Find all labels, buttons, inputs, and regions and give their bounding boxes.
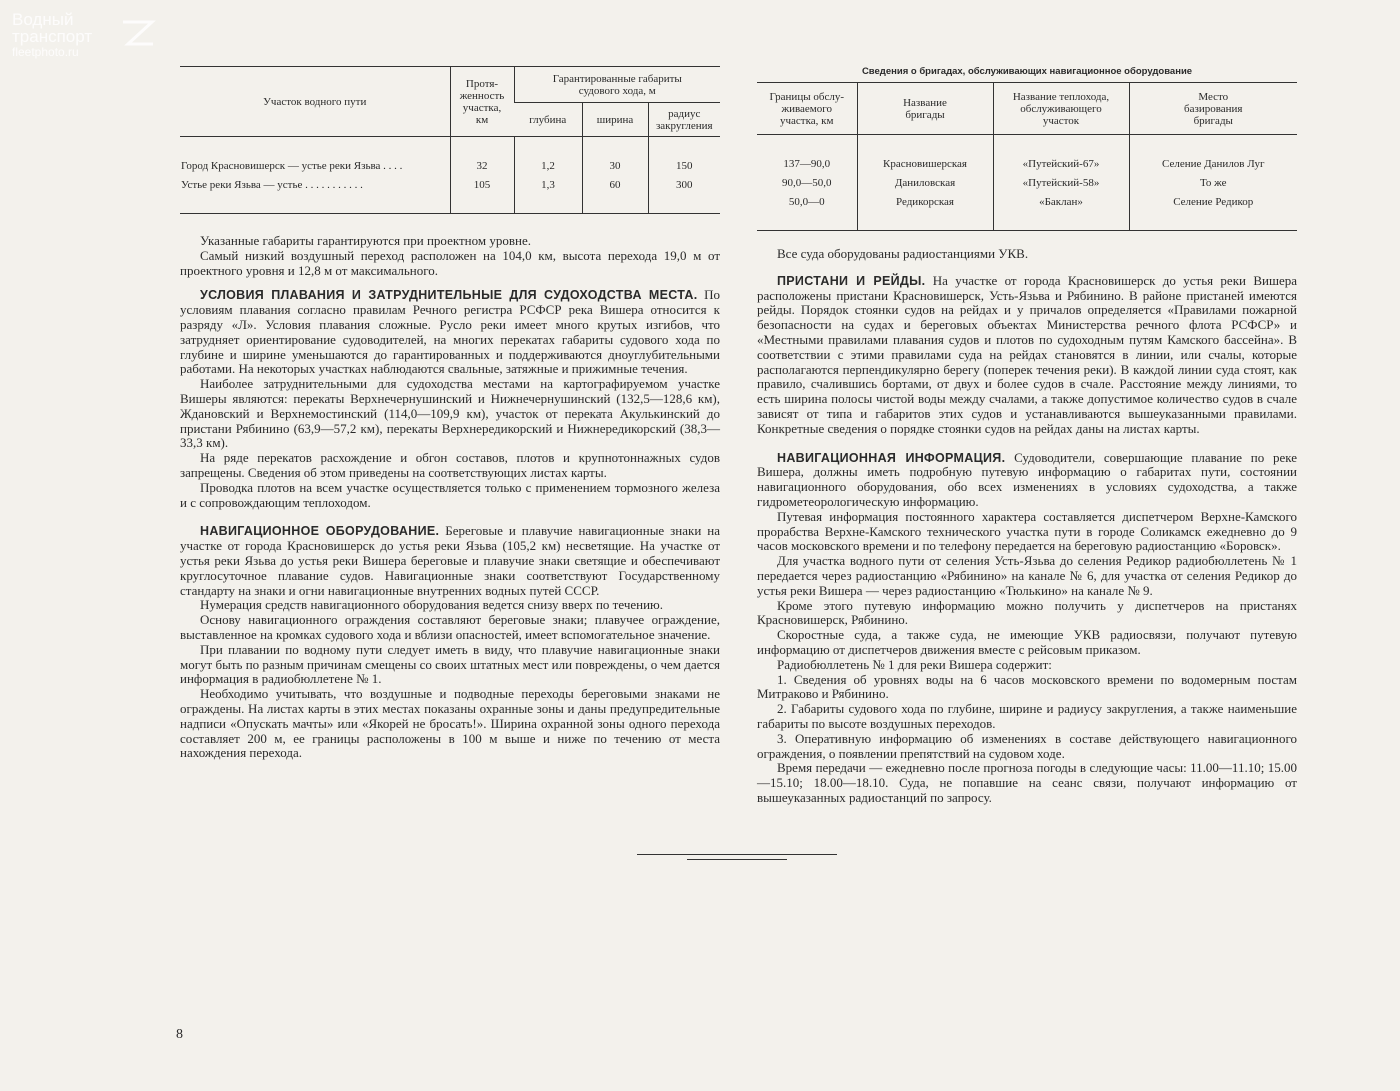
paragraph: Судоводители, совершающие плавание по реке Вишера, должны иметь подробную путевую информацию о габаритах пути, состоянии навигационного оборудования, обо всех изменениях в условиях судоходства, а также гидрометеорологическую информацию. (757, 449, 1297, 509)
watermark-line3: fleetphoto.ru (12, 45, 79, 59)
end-rule-short (687, 859, 787, 860)
cell-bounds: 137—90,0 (783, 157, 831, 170)
cell-width: 60 (582, 175, 648, 194)
th-ship: Название теплохода, обслуживающего участок (993, 83, 1129, 135)
paragraph: Наиболее затруднительными для судоходства местами на картографируемом участке Вишеры являются: перекаты Верхнечернушинский и Нижнечернушинский (132,5—128,6 км), Ждановский и Верхнемостинский (114,0—109,9 км), участок от переката Акулькинский до пристани Рябинино (63,9—57,2 км), перекаты Верхнередикорский и Нижнередикорский (38,3—33,3 км). (180, 376, 720, 451)
cell-brigade: Редикорская (857, 192, 993, 211)
paragraph: Береговые и плавучие навигационные знаки на участке от города Красновишерск до устья реки Язьва (105,2 км) несветящие. На участке от устья реки Язьва до устья реки Вишера береговые и плавучие знаки светящие и обеспечивают круглосуточное плавание судов. Навигационные знаки соответствуют Государственному стандарту на знаки и огни навигационные внутренних водных путей СССР. (180, 523, 721, 598)
cell-ship: «Путейский-58» (993, 173, 1129, 192)
page-number: 8 (176, 1027, 183, 1042)
cell-brigade: Даниловская (857, 173, 993, 192)
cell-base: То же (1129, 173, 1297, 192)
table-row (757, 211, 1297, 231)
cell-ship: «Путейский-67» (993, 154, 1129, 173)
watermark-logo (12, 8, 162, 58)
section-piers (757, 274, 1297, 437)
paragraph: На ряде перекатов расхождение и обгон составов, плотов и крупнотоннажных судов запрещены. Сведения об этом приведены на соответствующих листах карты. (180, 450, 720, 480)
th-radius: радиус закругления (648, 103, 720, 137)
table-row (757, 135, 1297, 155)
watermark-line1: Водный (12, 10, 74, 29)
th-depth: глубина (514, 103, 582, 137)
paragraph: 3. Оперативную информацию об изменениях в составе действующего навигационного ограждения, о появлении препятствий на судовом ходе. (757, 730, 1297, 761)
th-gabarits: Гарантированные габариты судового хода, м (514, 67, 720, 103)
paragraph: По условиям плавания согласно правилам Речного регистра РСФСР река Вишера относится к разряду «Л». Условия плавания сложные. Русло реки имеет много крутых изгибов, что затрудняет ориентирование судоводителей, на многих перекатах габариты судового хода по глубине и ширине уменьшаются до гарантированных и поддерживаются дноуглубительными работами. На некоторых участках наблюдаются свальные, затяжные и прижимные течения. (180, 287, 721, 377)
paragraph: Путевая информация постоянного характера составляется диспетчером Верхне-Камского прорабства Верхне-Камского технического участка пути в городе Соликамск ежедневно до 9 часов московского времени и по телефону передается на береговую радиостанцию «Боровск». (757, 508, 1297, 554)
paragraph: 1. Сведения об уровнях воды на 6 часов московского времени по водомерным постам Митраково и Рябинино. (757, 671, 1297, 702)
left-text (180, 234, 720, 761)
cell-bounds: 90,0—50,0 (782, 176, 832, 189)
section-conditions (180, 288, 720, 377)
cell-depth: 1,3 (514, 175, 582, 194)
paragraph: Нумерация средств навигационного оборудования ведется снизу вверх по течению. (200, 597, 663, 613)
section-title: УСЛОВИЯ ПЛАВАНИЯ И ЗАТРУДНИТЕЛЬНЫЕ ДЛЯ СУДОХОДСТВА МЕСТА. (200, 288, 698, 303)
th-bounds: Границы обслу-живаемого участка, км (769, 90, 844, 127)
section-title: НАВИГАЦИОННАЯ ИНФОРМАЦИЯ. (777, 450, 1006, 465)
paragraph: При плавании по водному пути следует иметь в виду, что плавучие навигационные знаки могут быть по разным причинам смещены со своих штатных мест или повреждены, о чем дается информация в радиобюллетене № 1. (180, 641, 720, 687)
paragraph: Радиобюллетень № 1 для реки Вишера содержит: (777, 656, 1052, 672)
paragraph: Указанные габариты гарантируются при проектном уровне. (200, 233, 531, 248)
table-row (180, 175, 720, 194)
paragraph: Скоростные суда, а также суда, не имеющие УКВ радиосвязи, получают путевую информацию от диспетчеров движения вместе с рейсовым приказом. (757, 627, 1297, 657)
paragraph: Время передачи — ежедневно после прогноза погоды в следующие часы: 11.00—11.10; 15.00—15.10; 18.00—18.10. Суда, не попавшие на сеанс связи, получают информацию от вышеуказанных радиостанций по запросу. (757, 760, 1297, 805)
right-text (757, 247, 1297, 806)
table-row (180, 194, 720, 214)
paragraph: Кроме этого путевую информацию можно получить у диспетчеров на пристанях Красновишерск, Рябинино. (757, 597, 1297, 628)
end-rule (637, 854, 837, 855)
th-base: Место базирования бригады (1129, 83, 1297, 135)
cell-depth: 1,2 (514, 156, 582, 175)
paragraph: Все суда оборудованы радиостанциями УКВ. (777, 246, 1029, 261)
cell-length: 105 (450, 175, 514, 194)
paragraph: Проводка плотов на всем участке осуществляется только с применением тормозного железа и с сопровождающим теплоходом. (180, 479, 720, 510)
cell-name: Устье реки Язьва — устье . . . . . . . . . . . (181, 178, 363, 191)
th-length: Протя-женность участка, км (450, 67, 514, 137)
brigade-table-caption: Сведения о бригадах, обслуживающих навигационное оборудование (861, 66, 1193, 77)
paragraph: Для участка водного пути от селения Усть-Язьва до селения Редикор радиобюллетень № 1 передается через радиостанцию «Рябинино» на канале № 6, для участка от селения Редикор до устья реки Вишера — через радиостанцию «Тюлькино» на канале № 9. (757, 553, 1297, 598)
cell-base: Селение Редикор (1129, 192, 1297, 211)
cell-radius: 300 (648, 175, 720, 194)
paragraph: 2. Габариты судового хода по глубине, ширине и радиусу закругления, а также наименьшие габариты по высоте воздушных переходов. (757, 701, 1297, 731)
cell-bounds: 50,0—0 (788, 195, 825, 208)
table-row (180, 137, 720, 157)
section-nav-equipment (180, 524, 720, 598)
table-row (757, 173, 1297, 192)
cell-brigade: Красновишерская (857, 154, 993, 173)
cell-name: Город Красновишерск — устье реки Язьва . . . . (181, 159, 403, 172)
table-row (757, 192, 1297, 211)
th-section: Участок водного пути (263, 95, 367, 108)
cell-width: 30 (582, 156, 648, 175)
th-brigade: Название бригады (857, 83, 993, 135)
cell-base: Селение Данилов Луг (1129, 154, 1297, 173)
paragraph: Самый низкий воздушный переход расположен на 104,0 км, высота перехода 19,0 м от проектного уровня и 12,8 м от максимального. (180, 247, 720, 278)
cell-length: 32 (450, 156, 514, 175)
left-column (180, 66, 720, 761)
gabarit-table (180, 66, 720, 214)
watermark-z-icon (120, 18, 156, 48)
brigade-table (757, 82, 1297, 231)
paragraph: Основу навигационного ограждения составляют береговые знаки; плавучее ограждение, выставленное на кромках судового хода и вблизи опасностей, имеет вспомогательное значение. (180, 612, 720, 642)
table-row (757, 154, 1297, 173)
cell-ship: «Баклан» (993, 192, 1129, 211)
table-row (180, 156, 720, 175)
paragraph: Необходимо учитывать, что воздушные и подводные переходы береговыми знаками не ограждены. На листах карты в этих местах показаны охранные зоны и даны предупредительные надписи «Опускать мачты» или «Якорей не бросать!». Ширина охранной зоны одного перехода составляет 200 м, ее границы расположены в 100 м выше и ниже по течению от места нахождения перехода. (180, 686, 720, 761)
right-column (757, 66, 1297, 806)
th-width: ширина (582, 103, 648, 137)
section-title: ПРИСТАНИ И РЕЙДЫ. (777, 273, 926, 288)
watermark-line2: транспорт (12, 27, 93, 46)
cell-radius: 150 (648, 156, 720, 175)
section-title: НАВИГАЦИОННОЕ ОБОРУДОВАНИЕ. (200, 524, 440, 539)
paragraph: На участке от города Красновишерск до устья реки Вишера расположены пристани Красновишерск, Усть-Язьва и Рябинино. В районе пристаней имеются рейды. Порядок стоянки судов на рейдах и у причалов определяется «Правилами пожарной безопасности на судах и береговых объектах Министерства речного флота РСФСР» и «Местными правилами плавания судов и плотов по судоходным путям Камского бассейна». В соответствии с этими правилами суда на рейдах становятся в линии, или счалы, которые располагаются перпендикулярно берегу (поперек течения реки). В каждой линии суда стоят, как правило, счалившись бортами, от двух и более судов в счале. Расстояние между линиями, то есть ширина полосы чистой воды между счалами, а также допустимое количество судов в счале зависят от типа и габаритов этих судов и устанавливаются вышеуказанными правилами. Конкретные сведения о порядке стоянки судов на рейдах даны на листах карты. (757, 272, 1297, 436)
section-nav-info (757, 451, 1297, 510)
